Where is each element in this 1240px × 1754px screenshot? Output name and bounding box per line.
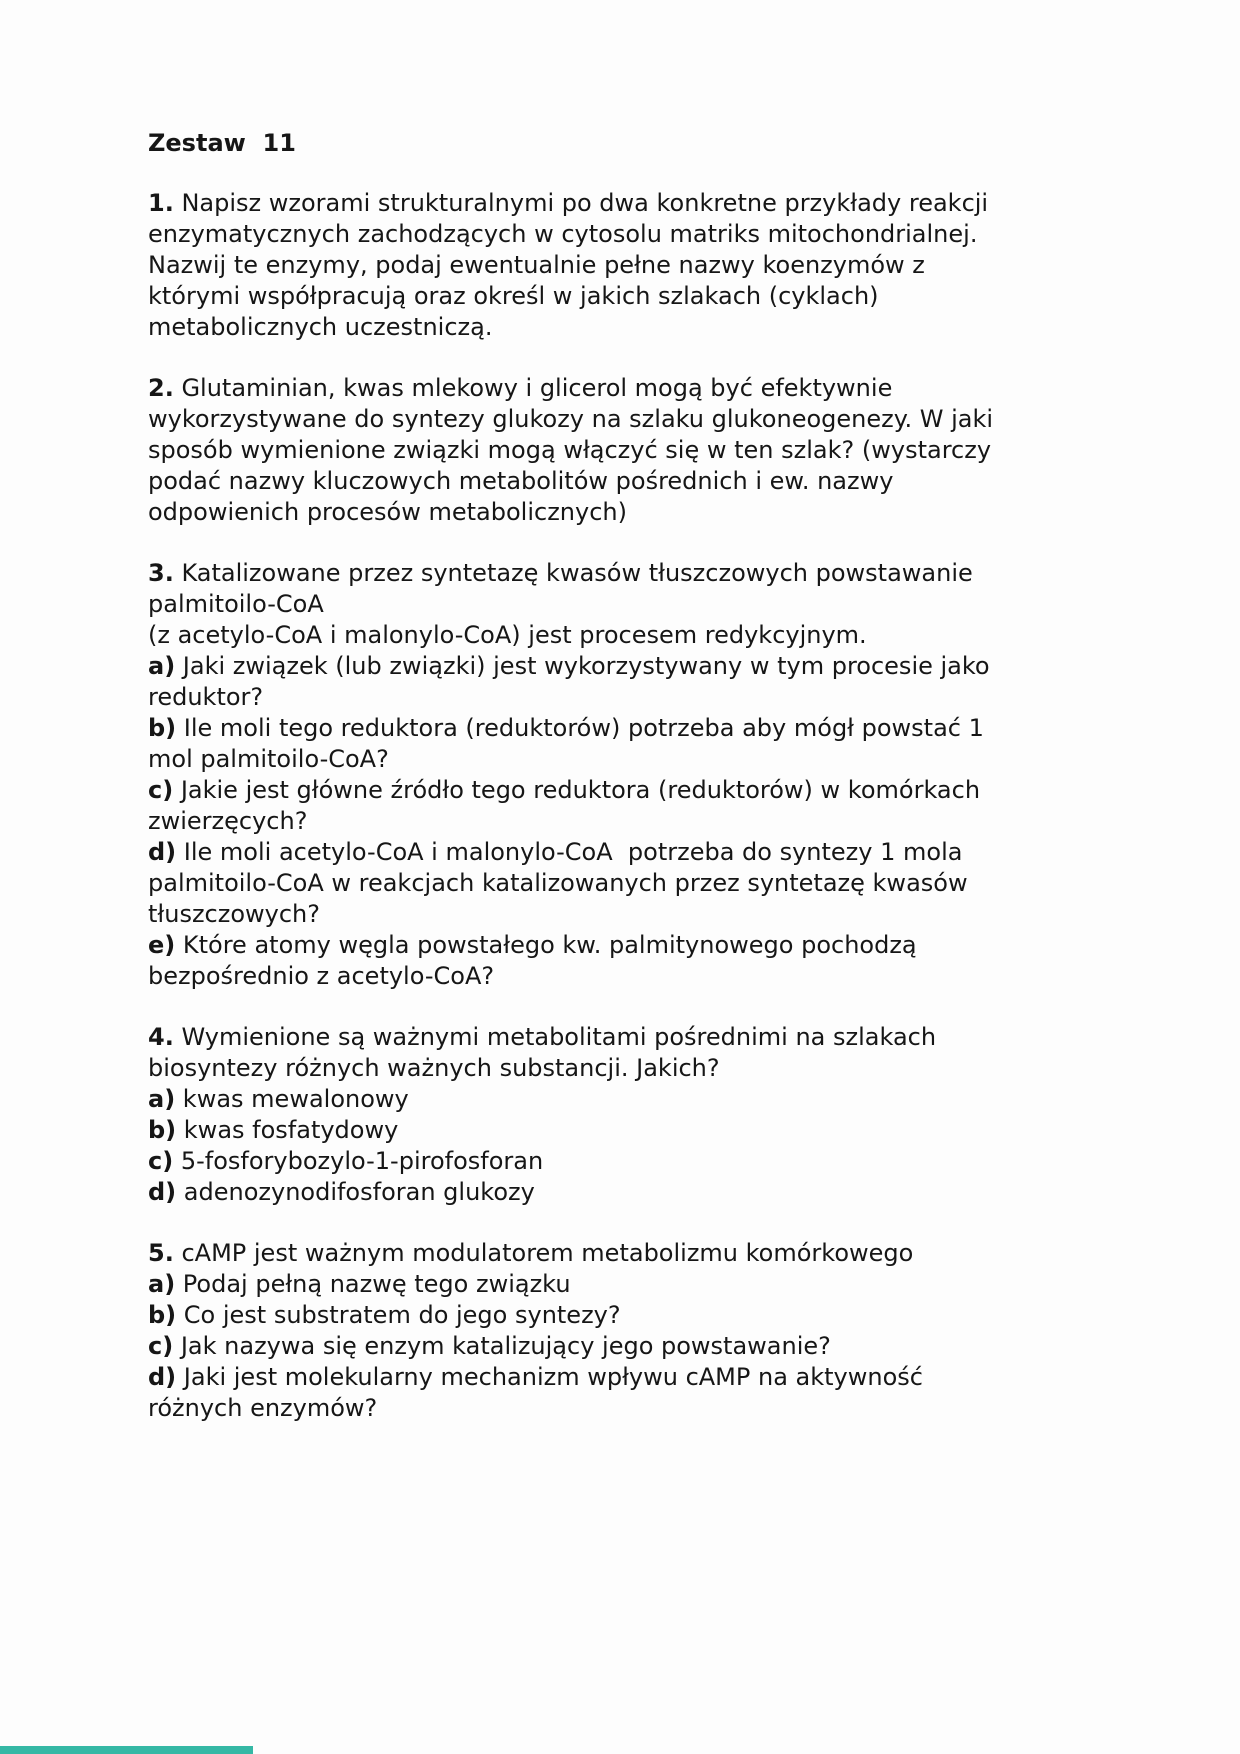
line-label: b) — [148, 1116, 177, 1144]
line-label: 2. — [148, 374, 174, 402]
page-title: Zestaw 11 — [148, 129, 296, 157]
line-label: 1. — [148, 189, 174, 217]
text-line: bezpośrednio z acetylo-CoA? — [148, 962, 495, 990]
text-line: odpowienich procesów metabolicznych) — [148, 498, 627, 526]
footer-accent-bar — [0, 1746, 253, 1754]
text-line: e) Które atomy węgla powstałego kw. palmitynowego pochodzą — [148, 931, 917, 959]
text-line: d) Ile moli acetylo-CoA i malonylo-CoA potrzeba do syntezy 1 mola — [148, 838, 963, 866]
text-line: c) Jakie jest główne źródło tego reduktora (reduktorów) w komórkach — [148, 776, 981, 804]
text-line: wykorzystywane do syntezy glukozy na szlaku glukoneogenezy. W jaki — [148, 405, 994, 433]
text-line: 2. Glutaminian, kwas mlekowy i glicerol mogą być efektywnie — [148, 374, 893, 402]
line-label: c) — [148, 1147, 174, 1175]
text-line: reduktor? — [148, 683, 264, 711]
text-line: 4. Wymienione są ważnymi metabolitami pośrednimi na szlakach — [148, 1023, 937, 1051]
text-line: c) Jak nazywa się enzym katalizujący jego powstawanie? — [148, 1332, 831, 1360]
text-line: palmitoilo-CoA w reakcjach katalizowanych przez syntetazę kwasów — [148, 869, 968, 897]
text-line: a) Podaj pełną nazwę tego związku — [148, 1270, 571, 1298]
text-line: biosyntezy różnych ważnych substancji. Jakich? — [148, 1054, 720, 1082]
line-label: d) — [148, 1363, 177, 1391]
text-line: zwierzęcych? — [148, 807, 308, 835]
text-line: mol palmitoilo-CoA? — [148, 745, 389, 773]
text-line: podać nazwy kluczowych metabolitów pośrednich i ew. nazwy — [148, 467, 894, 495]
question-block — [148, 558, 1180, 992]
text-line: a) kwas mewalonowy — [148, 1085, 409, 1113]
text-line: metabolicznych uczestniczą. — [148, 313, 493, 341]
line-label: 5. — [148, 1239, 174, 1267]
text-line: palmitoilo-CoA — [148, 590, 324, 618]
line-label: a) — [148, 1085, 176, 1113]
line-label: 4. — [148, 1023, 174, 1051]
line-label: 3. — [148, 559, 174, 587]
question-block — [148, 188, 1180, 343]
text-line: (z acetylo-CoA i malonylo-CoA) jest procesem redykcyjnym. — [148, 621, 867, 649]
text-line: Nazwij te enzymy, podaj ewentualnie pełne nazwy koenzymów z — [148, 251, 925, 279]
text-line: tłuszczowych? — [148, 900, 320, 928]
text-line: b) Ile moli tego reduktora (reduktorów) potrzeba aby mógł powstać 1 — [148, 714, 984, 742]
question-block — [148, 373, 1180, 528]
line-label: b) — [148, 1301, 177, 1329]
text-line: 1. Napisz wzorami strukturalnymi po dwa konkretne przykłady reakcji — [148, 189, 989, 217]
text-line: d) Jaki jest molekularny mechanizm wpływu cAMP na aktywność — [148, 1363, 923, 1391]
text-line: którymi współpracują oraz określ w jakich szlakach (cyklach) — [148, 282, 879, 310]
text-line: b) kwas fosfatydowy — [148, 1116, 399, 1144]
line-label: b) — [148, 714, 177, 742]
text-line: b) Co jest substratem do jego syntezy? — [148, 1301, 621, 1329]
text-line: różnych enzymów? — [148, 1394, 378, 1422]
questions-container — [148, 188, 1180, 1424]
line-label: a) — [148, 1270, 176, 1298]
text-line: 5. cAMP jest ważnym modulatorem metabolizmu komórkowego — [148, 1239, 914, 1267]
text-line: d) adenozynodifosforan glukozy — [148, 1178, 535, 1206]
text-line: c) 5-fosforybozylo-1-pirofosforan — [148, 1147, 544, 1175]
line-label: a) — [148, 652, 176, 680]
line-label: d) — [148, 838, 177, 866]
line-label: c) — [148, 776, 174, 804]
text-line: enzymatycznych zachodzących w cytosolu matriks mitochondrialnej. — [148, 220, 978, 248]
line-label: e) — [148, 931, 176, 959]
line-label: d) — [148, 1178, 177, 1206]
text-line: sposób wymienione związki mogą włączyć się w ten szlak? (wystarczy — [148, 436, 992, 464]
text-line: 3. Katalizowane przez syntetazę kwasów tłuszczowych powstawanie — [148, 559, 973, 587]
line-label: c) — [148, 1332, 174, 1360]
question-block — [148, 1022, 1180, 1208]
text-line: a) Jaki związek (lub związki) jest wykorzystywany w tym procesie jako — [148, 652, 990, 680]
question-block — [148, 1238, 1180, 1424]
